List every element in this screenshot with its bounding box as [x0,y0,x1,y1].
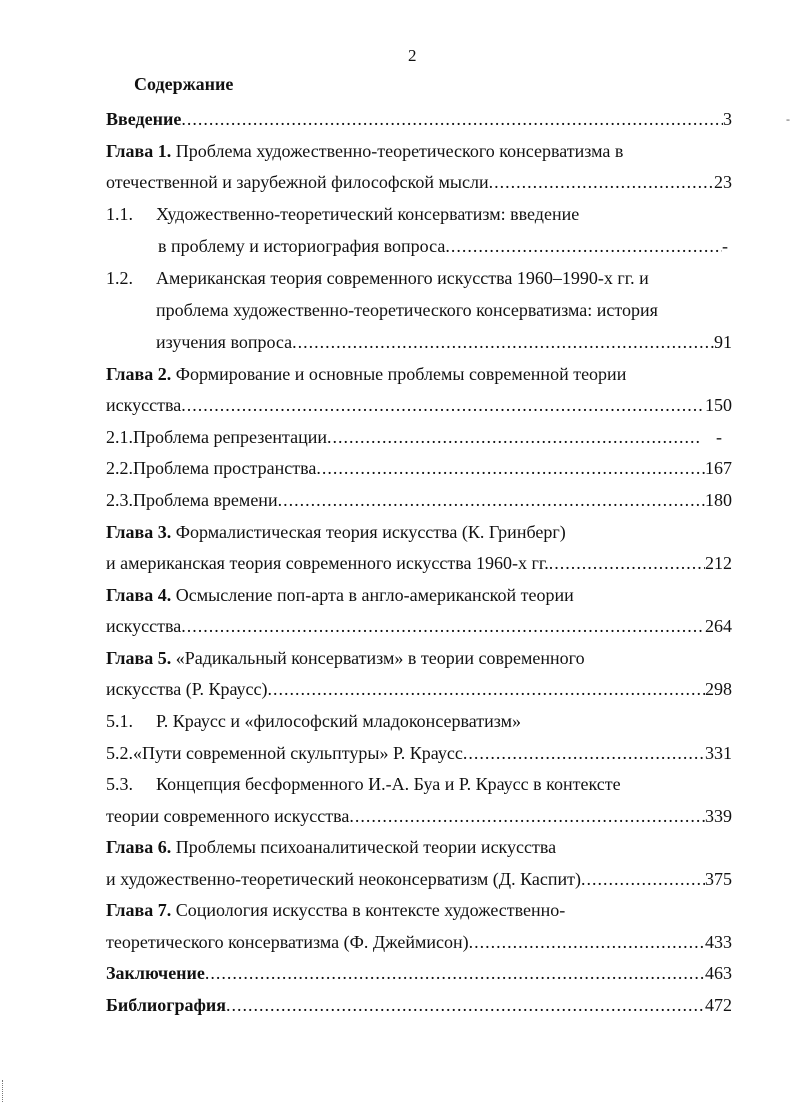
toc-page: 3 [723,109,732,129]
page-number: 2 [408,46,417,65]
toc-entry-conclusion[interactable] [106,961,732,985]
toc-entry-chapter-1[interactable] [106,139,623,163]
toc-entry-section-5-3-cont[interactable] [106,804,732,828]
toc-page: 472 [705,995,732,1015]
toc-entry-chapter-3[interactable] [106,520,566,544]
leader-dots [581,867,705,891]
toc-entry-section-1-2-cont[interactable] [156,330,732,354]
chapter-prefix: Глава 7. [106,900,172,920]
toc-entry-section-1-1[interactable] [106,202,579,226]
toc-page: 150 [705,395,732,415]
toc-page: 331 [705,743,732,763]
toc-page: 180 [705,490,732,510]
leader-dots [469,930,705,954]
toc-entry-bibliography[interactable] [106,993,732,1017]
toc-page: 212 [705,553,732,573]
section-number: 5.2. [106,743,133,763]
leader-dots [205,961,705,985]
toc-label: Формалистическая теория искусства (К. Гринберг) [171,522,566,542]
toc-label: Проблемы психоаналитической теории искусства [171,837,557,857]
toc-entry-chapter-5[interactable] [106,646,585,670]
section-number: 2.1. [106,427,133,447]
toc-label: теории современного искусства [106,806,350,826]
toc-entry-introduction[interactable] [106,107,732,131]
section-number: 5.1. [106,711,133,731]
leader-dots [268,677,705,701]
leader-dots [316,456,705,480]
toc-page: 463 [705,963,732,983]
toc-page: 91 [714,332,732,352]
toc-label: искусства [106,395,182,415]
chapter-prefix: Глава 6. [106,837,172,857]
toc-entry-section-1-1-cont[interactable] [158,234,728,258]
leader-dots [489,170,714,194]
toc-label: Р. Краусс и «философский младоконсерватизм» [156,711,522,731]
leader-dots [226,993,705,1017]
leader-dots [181,393,705,417]
section-number: 5.3. [106,774,133,794]
toc-entry-section-5-1[interactable] [106,709,521,733]
section-number: 2.3. [106,490,133,510]
toc-entry-section-5-3[interactable] [106,772,621,796]
toc-entry-section-2-1[interactable] [106,425,722,449]
toc-entry-section-1-2[interactable] [106,266,649,290]
leader-dots [327,425,702,449]
toc-label: Проблема художественно-теоретического консерватизма в [171,141,624,161]
leader-dots [445,234,722,258]
toc-entry-chapter-6[interactable] [106,835,556,859]
chapter-prefix: Глава 4. [106,585,172,605]
toc-entry-chapter-7[interactable] [106,898,565,922]
toc-label: Концепция бесформенного И.-А. Буа и Р. Краусс в контексте [156,774,621,794]
toc-entry-section-5-2[interactable] [106,741,732,765]
toc-label: искусства [106,616,182,636]
toc-entry-section-1-2-line2: проблема художественно-теоретического консерватизма: история [156,300,658,320]
section-number: 1.1. [106,204,133,224]
toc-page: 298 [705,679,732,699]
page-title: Содержание [134,74,234,94]
toc-label: и американская теория современного искусства 1960-х гг. [106,553,549,573]
leader-dots [292,330,714,354]
toc-label: теоретического консерватизма (Ф. Джеймисон) [106,932,469,952]
leader-dots [181,107,723,131]
toc-entry-chapter-2-cont[interactable] [106,393,732,417]
toc-label: в проблему и историография вопроса [158,236,446,256]
leader-dots [278,488,705,512]
toc-label: Проблема репрезентации [133,427,327,447]
section-number: 1.2. [106,268,133,288]
chapter-prefix: Глава 2. [106,364,172,384]
toc-label: Американская теория современного искусства 1960–1990-х гг. и [156,268,649,288]
toc-page: 433 [705,932,732,952]
toc-page: 23 [714,172,732,192]
toc-entry-chapter-4-cont[interactable] [106,614,732,638]
toc-label: отечественной и зарубежной философской мысли [106,172,489,192]
toc-label: искусства (Р. Краусс) [106,679,268,699]
toc-label: и художественно-теоретический неоконсерватизм (Д. Каспит) [106,869,581,889]
toc-page: 375 [705,869,732,889]
toc-label: Социология искусства в контексте художественно- [171,900,566,920]
toc-label: Осмысление поп-арта в англо-американской теории [171,585,574,605]
toc-label: Формирование и основные проблемы современной теории [171,364,627,384]
toc-page: 264 [705,616,732,636]
toc-label: изучения вопроса [156,332,293,352]
scan-artifact-mark: - [786,112,790,126]
scan-artifact-edge [2,1080,5,1102]
toc-entry-chapter-3-cont[interactable] [106,551,732,575]
toc-page: - [716,427,722,447]
toc-entry-chapter-6-cont[interactable] [106,867,732,891]
toc-label: «Радикальный консерватизм» в теории современного [171,648,585,668]
toc-label: Библиография [106,995,227,1015]
leader-dots [463,741,705,765]
section-number: 2.2. [106,458,133,478]
toc-entry-chapter-2[interactable] [106,362,626,386]
leader-dots [181,614,705,638]
toc-entry-chapter-7-cont[interactable] [106,930,732,954]
toc-entry-section-2-2[interactable] [106,456,732,480]
toc-label: Художественно-теоретический консерватизм: введение [156,204,580,224]
toc-label: Проблема пространства [133,458,317,478]
toc-page: - [722,236,728,256]
toc-page: 167 [705,458,732,478]
chapter-prefix: Глава 5. [106,648,172,668]
toc-entry-chapter-4[interactable] [106,583,574,607]
leader-dots [349,804,705,828]
chapter-prefix: Глава 1. [106,141,172,161]
toc-page: 339 [705,806,732,826]
leader-dots [549,551,705,575]
toc-label: «Пути современной скульптуры» Р. Краусс [133,743,463,763]
toc-label: Введение [106,109,182,129]
toc-entry-section-2-3[interactable] [106,488,732,512]
chapter-prefix: Глава 3. [106,522,172,542]
toc-label: Проблема времени [133,490,278,510]
toc-entry-chapter-1-cont[interactable] [106,170,732,194]
toc-label: Заключение [106,963,205,983]
toc-entry-chapter-5-cont[interactable] [106,677,732,701]
